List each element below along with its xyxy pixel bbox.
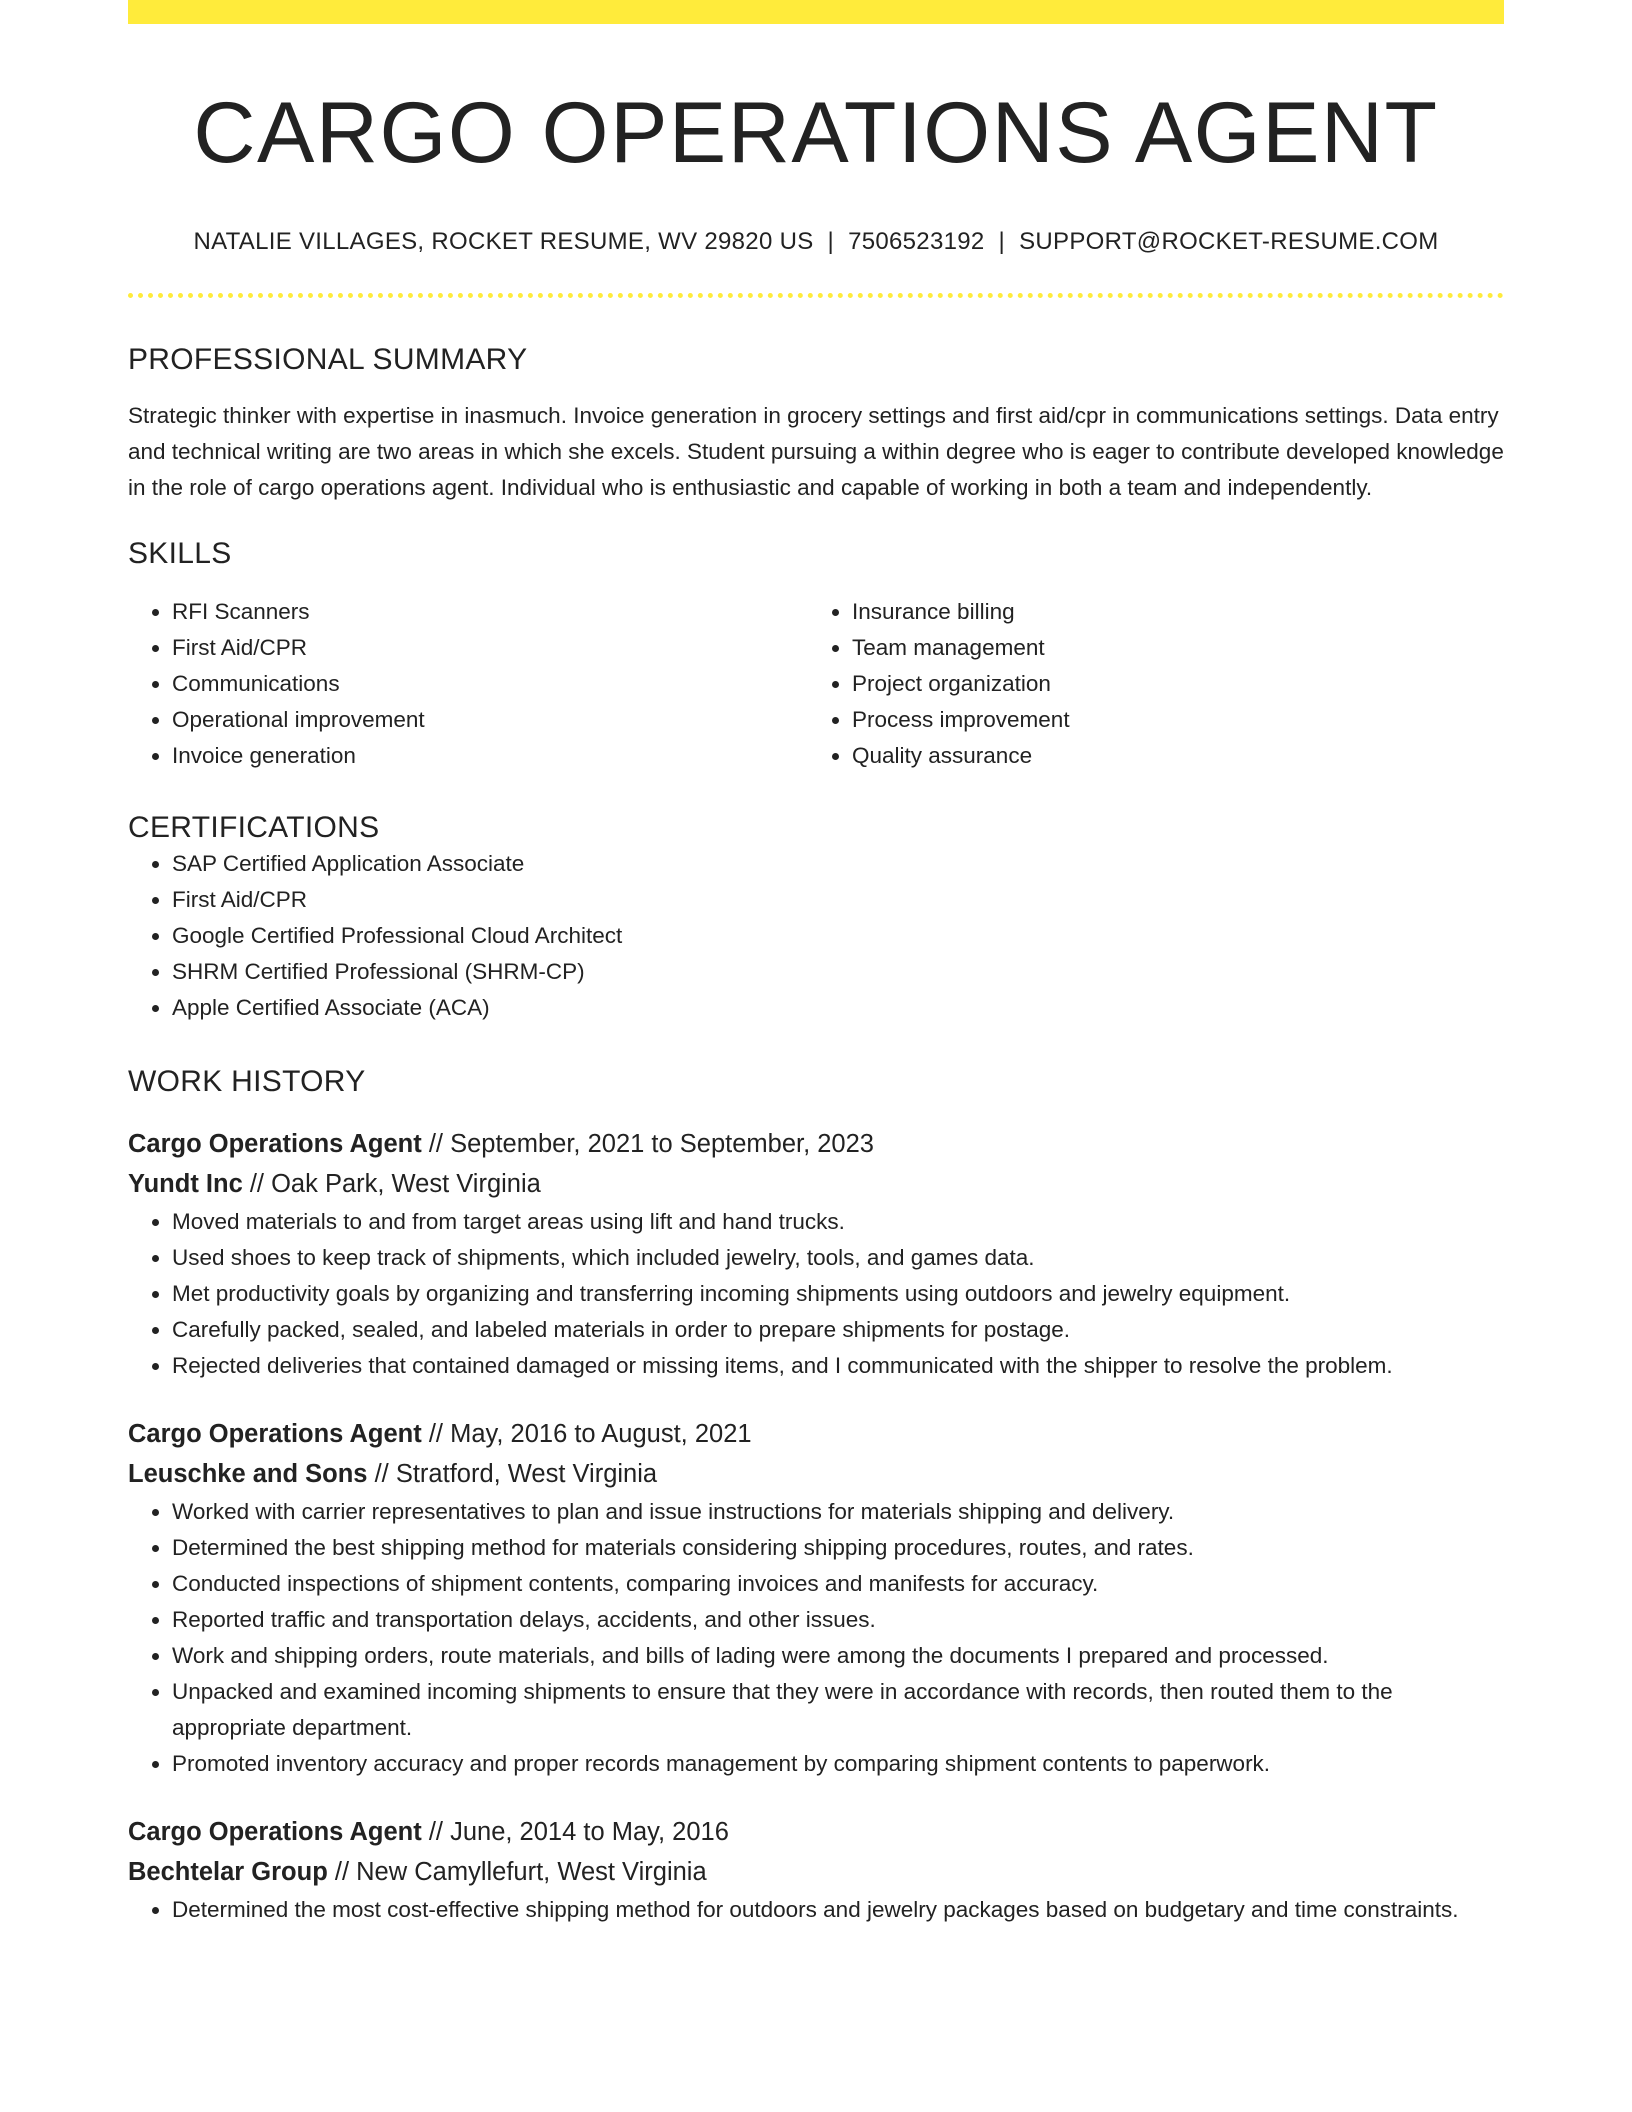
job-entry (128, 1414, 1504, 1782)
job-dates: // May, 2016 to August, 2021 (421, 1420, 752, 1449)
skill-item: • Team management (852, 630, 1488, 666)
job-company-line (128, 1164, 1504, 1204)
skills-list-left (128, 594, 808, 774)
contact-separator: | (827, 228, 835, 256)
job-duty: • Promoted inventory accuracy and proper records management by comparing shipment contents to paperwork. (172, 1746, 1504, 1782)
job-dates: // September, 2021 to September, 2023 (421, 1130, 874, 1159)
contact-address: NATALIE VILLAGES, ROCKET RESUME, WV 29820 US (193, 228, 814, 256)
job-dates: // June, 2014 to May, 2016 (421, 1818, 729, 1847)
job-duties-list (128, 1494, 1504, 1782)
skill-item: • First Aid/CPR (172, 630, 808, 666)
job-duty: • Carefully packed, sealed, and labeled materials in order to prepare shipments for postage. (172, 1312, 1504, 1348)
job-role-line (128, 1812, 1504, 1852)
job-role-line (128, 1124, 1504, 1164)
job-role: Cargo Operations Agent (128, 1818, 422, 1847)
job-duty: • Unpacked and examined incoming shipments to ensure that they were in accordance with records, then routed them to the appropriate department. (172, 1674, 1504, 1746)
job-duty: • Work and shipping orders, route materials, and bills of lading were among the documents I prepared and processed. (172, 1638, 1504, 1674)
summary-text: Strategic thinker with expertise in inasmuch. Invoice generation in grocery settings and first aid/cpr in communications settings. Data entry and technical writing are two areas in which she excels. Student pursuing a within degree who is eager to contribute developed knowledge in the role of cargo operations agent. Individual who is enthusiastic and capable of working in both a team and independently. (128, 403, 1504, 501)
skill-item: • Communications (172, 666, 808, 702)
skill-item: • Invoice generation (172, 738, 808, 774)
job-duty: • Moved materials to and from target areas using lift and hand trucks. (172, 1204, 1504, 1240)
job-duty: • Determined the most cost-effective shipping method for outdoors and jewelry packages based on budgetary and time constraints. (172, 1892, 1504, 1928)
job-company-line (128, 1454, 1504, 1494)
resume-title: CARGO OPERATIONS AGENT (193, 85, 1439, 181)
contact-email: SUPPORT@ROCKET-RESUME.COM (1019, 228, 1439, 256)
skill-item: • Process improvement (852, 702, 1488, 738)
certifications-list (128, 846, 1504, 1026)
job-location: // Oak Park, West Virginia (242, 1170, 541, 1199)
job-entry (128, 1124, 1504, 1384)
job-role: Cargo Operations Agent (128, 1130, 422, 1159)
certification-item: • Google Certified Professional Cloud Architect (172, 918, 1504, 954)
job-duty: • Determined the best shipping method for materials considering shipping procedures, routes, and rates. (172, 1530, 1504, 1566)
job-duty: • Conducted inspections of shipment contents, comparing invoices and manifests for accuracy. (172, 1566, 1504, 1602)
contact-line (128, 227, 1504, 257)
skills-columns (128, 594, 1504, 774)
job-location: // New Camyllefurt, West Virginia (327, 1858, 707, 1887)
contact-phone: 7506523192 (848, 228, 985, 256)
job-company-line (128, 1852, 1504, 1892)
job-duty: • Met productivity goals by organizing and transferring incoming shipments using outdoors and jewelry equipment. (172, 1276, 1504, 1312)
skill-item: • RFI Scanners (172, 594, 808, 630)
top-accent-bar (128, 0, 1504, 24)
job-duties-list (128, 1892, 1504, 1928)
certification-item: • SAP Certified Application Associate (172, 846, 1504, 882)
dotted-divider (128, 293, 1504, 298)
resume-page (128, 0, 1504, 1928)
section-title-skills: SKILLS (128, 537, 232, 571)
job-duties-list (128, 1204, 1504, 1384)
job-duty: • Used shoes to keep track of shipments, which included jewelry, tools, and games data. (172, 1240, 1504, 1276)
skill-item: • Quality assurance (852, 738, 1488, 774)
job-company: Yundt Inc (128, 1170, 243, 1199)
skill-item: • Insurance billing (852, 594, 1488, 630)
certification-item: • First Aid/CPR (172, 882, 1504, 918)
certification-item: • Apple Certified Associate (ACA) (172, 990, 1504, 1026)
job-duty: • Reported traffic and transportation delays, accidents, and other issues. (172, 1602, 1504, 1638)
certification-item: • SHRM Certified Professional (SHRM-CP) (172, 954, 1504, 990)
job-entry (128, 1812, 1504, 1928)
skill-item: • Operational improvement (172, 702, 808, 738)
job-duty: • Rejected deliveries that contained damaged or missing items, and I communicated with the shipper to resolve the problem. (172, 1348, 1504, 1384)
job-duty: • Worked with carrier representatives to plan and issue instructions for materials shipping and delivery. (172, 1494, 1504, 1530)
section-title-work-history: WORK HISTORY (128, 1065, 366, 1099)
job-location: // Stratford, West Virginia (367, 1460, 658, 1489)
job-company: Bechtelar Group (128, 1858, 328, 1887)
section-title-summary: PROFESSIONAL SUMMARY (128, 343, 528, 377)
skill-item: • Project organization (852, 666, 1488, 702)
job-company: Leuschke and Sons (128, 1460, 368, 1489)
skills-list-right (808, 594, 1488, 774)
contact-separator: | (998, 228, 1006, 256)
section-title-certifications: CERTIFICATIONS (128, 811, 380, 845)
job-role: Cargo Operations Agent (128, 1420, 422, 1449)
job-role-line (128, 1414, 1504, 1454)
